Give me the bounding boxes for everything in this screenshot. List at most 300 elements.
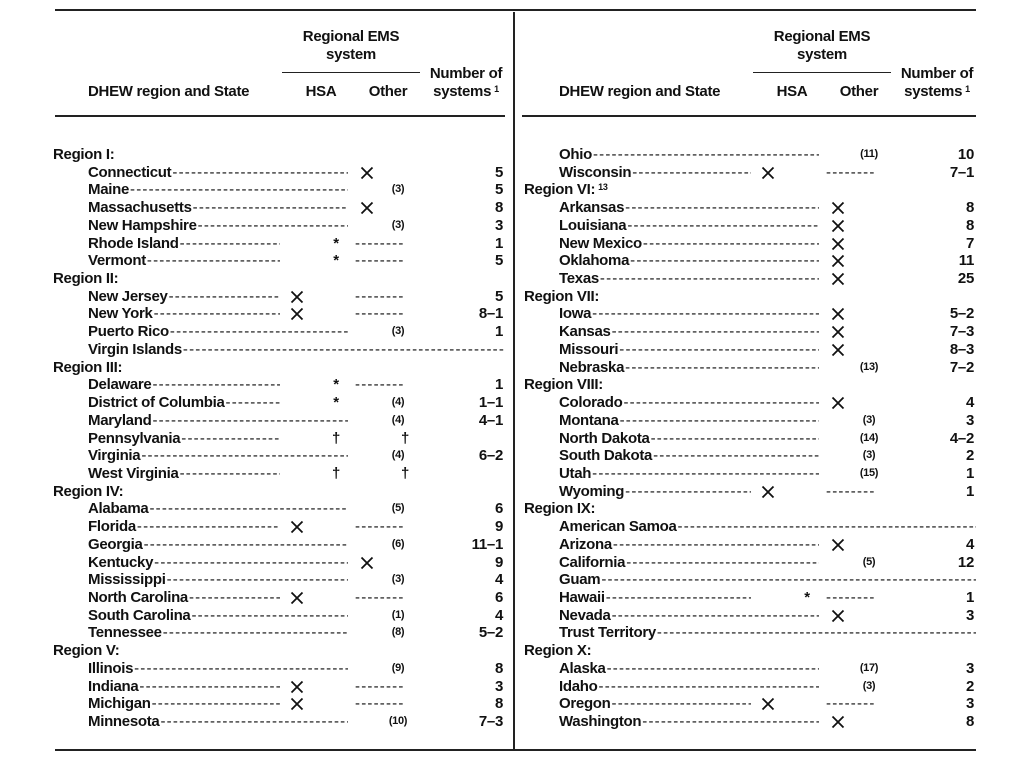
number-of-systems: 1 xyxy=(494,323,503,341)
table-row xyxy=(471,430,985,448)
other-footnote-ref: (13) xyxy=(859,360,879,373)
state-label: Oregon xyxy=(559,695,611,713)
table-row xyxy=(471,571,985,589)
table-row xyxy=(471,660,985,678)
table-row xyxy=(471,607,985,625)
state-name xyxy=(559,554,819,571)
state-name xyxy=(88,624,348,641)
number-of-systems: 8 xyxy=(965,216,974,234)
state-name xyxy=(88,660,348,677)
state-name xyxy=(88,430,280,447)
table-row xyxy=(471,554,985,572)
state-label: South Carolina xyxy=(88,606,191,624)
region-label: Region VII: xyxy=(524,287,600,305)
number-of-systems: 4 xyxy=(494,606,503,624)
state-label: Arizona xyxy=(559,535,612,553)
other-footnote-ref: (3) xyxy=(391,573,405,586)
hsa-asterisk-mark: * xyxy=(333,376,339,394)
state-name xyxy=(559,518,976,535)
number-of-systems: 25 xyxy=(957,270,974,288)
region-label: Region IV: xyxy=(53,482,124,500)
col-hsa-header-left: HSA xyxy=(305,83,337,100)
state-name xyxy=(559,217,819,234)
state-label: Alabama xyxy=(88,500,149,518)
state-label: Wyoming xyxy=(559,482,625,500)
table-row xyxy=(471,678,985,696)
state-name xyxy=(88,465,280,482)
col-other-header-right: Other xyxy=(839,83,879,100)
state-label: South Dakota xyxy=(559,447,653,465)
number-of-systems: 3 xyxy=(965,411,974,429)
table-row xyxy=(471,536,985,554)
number-of-systems: 8–3 xyxy=(949,340,974,358)
region-row xyxy=(471,376,985,394)
region-heading xyxy=(53,270,118,287)
col-region-header-right: DHEW region and State xyxy=(559,83,721,100)
state-label: Guam xyxy=(559,571,601,589)
state-name xyxy=(88,589,280,606)
other-footnote-ref: (8) xyxy=(391,626,405,639)
other-footnote-ref: (15) xyxy=(859,466,879,479)
number-of-systems: 5–2 xyxy=(478,624,503,642)
state-label: Nebraska xyxy=(559,358,625,376)
regional-ems-heading-sub-left: system xyxy=(326,46,376,63)
state-label: Delaware xyxy=(88,376,152,394)
state-label: West Virginia xyxy=(88,464,179,482)
number-of-systems: 4 xyxy=(965,394,974,412)
table-row xyxy=(0,217,514,235)
state-name xyxy=(559,589,751,606)
table-row xyxy=(0,235,514,253)
region-heading xyxy=(524,181,608,198)
footnote-ref: 13 xyxy=(598,182,608,193)
number-of-systems: 7 xyxy=(965,234,974,252)
number-of-systems: 5 xyxy=(494,252,503,270)
state-name xyxy=(88,164,348,181)
region-label: Region VIII: xyxy=(524,376,603,394)
number-of-systems: 8–1 xyxy=(478,305,503,323)
number-of-systems: 4–1 xyxy=(478,411,503,429)
table-row xyxy=(0,678,514,696)
other-footnote-ref: (4) xyxy=(391,413,405,426)
state-name xyxy=(559,713,819,730)
other-none-dashes: -------- xyxy=(355,589,405,606)
other-footnote-ref: (3) xyxy=(391,325,405,338)
state-label: Massachusetts xyxy=(88,199,192,217)
state-name xyxy=(88,235,280,252)
other-footnote-ref: (6) xyxy=(391,537,405,550)
state-name xyxy=(88,341,505,358)
state-label: Puerto Rico xyxy=(88,323,169,341)
table-row xyxy=(0,412,514,430)
state-name xyxy=(88,500,348,517)
state-name xyxy=(559,678,819,695)
state-label: California xyxy=(559,553,626,571)
table-row xyxy=(0,607,514,625)
table-row xyxy=(471,164,985,182)
state-name xyxy=(88,199,348,216)
table-row xyxy=(471,341,985,359)
state-label: North Dakota xyxy=(559,429,650,447)
state-name xyxy=(559,607,819,624)
other-footnote-ref: (4) xyxy=(391,449,405,462)
table-row xyxy=(0,713,514,731)
state-name xyxy=(559,394,819,411)
table-row xyxy=(471,270,985,288)
region-label: Region IX: xyxy=(524,500,596,518)
number-of-systems: 5 xyxy=(494,163,503,181)
other-footnote-ref: (3) xyxy=(862,679,876,692)
number-of-systems: 1 xyxy=(965,482,974,500)
number-of-systems: 9 xyxy=(494,553,503,571)
region-heading xyxy=(524,288,599,305)
table-row xyxy=(471,483,985,501)
hsa-asterisk-mark: * xyxy=(804,589,810,606)
state-label: New Hampshire xyxy=(88,216,197,234)
state-name xyxy=(88,323,348,340)
number-of-systems: 11–1 xyxy=(471,535,503,553)
number-of-systems: 6 xyxy=(494,500,503,518)
other-none-dashes: -------- xyxy=(355,234,405,252)
state-name xyxy=(88,518,280,535)
table-row xyxy=(0,164,514,182)
other-none-dashes: -------- xyxy=(355,287,405,305)
other-none-dashes: -------- xyxy=(355,518,405,536)
regional-ems-heading-left: Regional EMS xyxy=(302,28,400,45)
state-label: Indiana xyxy=(88,677,139,695)
col-number-header-right: Number of xyxy=(900,65,974,82)
number-of-systems: 1 xyxy=(965,589,974,606)
table-row xyxy=(471,695,985,713)
state-label: Maine xyxy=(88,181,130,199)
state-name xyxy=(559,252,819,269)
table-row xyxy=(0,571,514,589)
number-of-systems: 3 xyxy=(494,677,503,695)
other-x-mark-icon xyxy=(831,713,845,733)
other-none-dashes: -------- xyxy=(355,376,405,394)
number-of-systems: 5 xyxy=(494,287,503,305)
table-row xyxy=(471,217,985,235)
state-name xyxy=(88,288,280,305)
other-none-dashes: -------- xyxy=(826,163,876,181)
table-row xyxy=(0,430,514,448)
region-label: Region I: xyxy=(53,146,115,163)
region-label: Region II: xyxy=(53,270,119,288)
hsa-dagger-mark: † xyxy=(331,429,341,447)
state-name xyxy=(88,376,280,393)
table-row xyxy=(471,412,985,430)
number-of-systems: 5 xyxy=(494,181,503,199)
region-heading xyxy=(524,642,591,659)
state-name xyxy=(88,181,348,198)
table-row xyxy=(471,305,985,323)
table-row xyxy=(0,536,514,554)
region-label: Region V: xyxy=(53,642,120,660)
state-label: Colorado xyxy=(559,394,623,412)
state-label: Tennessee xyxy=(88,624,162,642)
number-of-systems: 7–3 xyxy=(949,323,974,341)
other-none-dashes: -------- xyxy=(826,589,876,606)
col-hsa-header-right: HSA xyxy=(776,83,808,100)
table-row xyxy=(0,660,514,678)
state-name xyxy=(559,305,819,322)
other-footnote-ref: (9) xyxy=(391,661,405,674)
number-of-systems: 11 xyxy=(958,252,974,270)
table-row xyxy=(0,695,514,713)
state-name xyxy=(88,607,348,624)
state-name xyxy=(88,571,348,588)
other-none-dashes: -------- xyxy=(826,695,876,713)
other-none-dashes: -------- xyxy=(355,695,405,713)
table-row xyxy=(471,394,985,412)
other-none-dashes: -------- xyxy=(826,482,876,500)
state-label: Louisiana xyxy=(559,216,627,234)
state-label: Iowa xyxy=(559,305,592,323)
state-label: Kentucky xyxy=(88,553,154,571)
number-of-systems: 7–3 xyxy=(478,713,503,731)
footnote-ref: 1 xyxy=(965,84,970,94)
number-of-systems: 4 xyxy=(965,535,974,553)
table-row xyxy=(0,252,514,270)
state-name xyxy=(88,252,280,269)
table-row xyxy=(471,235,985,253)
state-name xyxy=(88,305,280,322)
number-of-systems: 2 xyxy=(965,447,974,465)
other-footnote-ref: (5) xyxy=(862,555,876,568)
col-other-header-left: Other xyxy=(368,83,408,100)
table-row xyxy=(0,624,514,642)
table-row xyxy=(471,252,985,270)
table-row xyxy=(0,394,514,412)
other-footnote-ref: (5) xyxy=(391,502,405,515)
table-row xyxy=(471,323,985,341)
state-label: Washington xyxy=(559,713,642,731)
state-name xyxy=(88,678,280,695)
state-label: Kansas xyxy=(559,323,611,341)
number-of-systems: 12 xyxy=(957,553,974,571)
hsa-asterisk-mark: * xyxy=(333,252,339,270)
table-row xyxy=(471,713,985,731)
region-row xyxy=(0,270,514,288)
state-label: New Mexico xyxy=(559,234,642,252)
table-row xyxy=(471,624,985,642)
table-row xyxy=(0,323,514,341)
other-dagger-mark: † xyxy=(400,464,410,482)
table-row xyxy=(471,199,985,217)
hsa-dagger-mark: † xyxy=(331,464,341,482)
other-dagger-mark: † xyxy=(400,429,410,447)
number-of-systems: 4 xyxy=(494,571,503,589)
state-label: Idaho xyxy=(559,677,598,695)
state-name xyxy=(559,146,819,163)
state-label: Minnesota xyxy=(88,713,160,731)
number-of-systems: 1–1 xyxy=(478,394,503,412)
region-heading xyxy=(524,500,595,517)
state-name xyxy=(559,359,819,376)
table-row xyxy=(0,305,514,323)
other-footnote-ref: (1) xyxy=(391,608,405,621)
state-name xyxy=(559,447,819,464)
table-row xyxy=(0,376,514,394)
table-row xyxy=(0,447,514,465)
state-name xyxy=(559,571,976,588)
state-name xyxy=(559,660,819,677)
state-label: Maryland xyxy=(88,411,152,429)
state-name xyxy=(559,695,751,712)
col-number-header-left: Number of xyxy=(429,65,503,82)
state-label: Illinois xyxy=(88,659,134,677)
number-of-systems: 10 xyxy=(957,146,974,163)
other-none-dashes: -------- xyxy=(355,677,405,695)
state-name xyxy=(559,465,819,482)
state-label: Montana xyxy=(559,411,619,429)
table-row xyxy=(0,500,514,518)
region-heading xyxy=(53,359,122,376)
table-row xyxy=(471,589,985,607)
state-label: Oklahoma xyxy=(559,252,630,270)
region-label: Region X: xyxy=(524,642,592,660)
number-of-systems: 2 xyxy=(965,677,974,695)
state-name xyxy=(559,341,819,358)
col-number-label: systems xyxy=(433,83,492,100)
table-right-half xyxy=(471,0,985,765)
region-row xyxy=(471,181,985,199)
other-none-dashes: -------- xyxy=(355,252,405,270)
state-label: Trust Territory xyxy=(559,624,656,642)
number-of-systems: 7–1 xyxy=(949,163,974,181)
region-label: Region VI: xyxy=(524,181,596,199)
state-label: Pennsylvania xyxy=(88,429,181,447)
region-row xyxy=(471,288,985,306)
region-row xyxy=(471,642,985,660)
number-of-systems: 9 xyxy=(494,518,503,536)
table-row xyxy=(0,288,514,306)
table-row xyxy=(471,518,985,536)
other-footnote-ref: (17) xyxy=(859,661,879,674)
state-label: Missouri xyxy=(559,340,619,358)
col-number-label: systems xyxy=(904,83,963,100)
number-of-systems: 8 xyxy=(494,659,503,677)
number-of-systems: 3 xyxy=(494,216,503,234)
table-row xyxy=(0,465,514,483)
col-region-header-left: DHEW region and State xyxy=(88,83,250,100)
region-row xyxy=(0,483,514,501)
number-of-systems: 1 xyxy=(494,234,503,252)
region-row xyxy=(0,642,514,660)
state-name xyxy=(88,447,348,464)
number-of-systems: 6–2 xyxy=(478,447,503,465)
state-label: Vermont xyxy=(88,252,146,270)
number-of-systems: 3 xyxy=(965,606,974,624)
number-of-systems: 3 xyxy=(965,695,974,713)
region-heading xyxy=(524,376,603,393)
other-footnote-ref: (3) xyxy=(391,183,405,196)
table-row xyxy=(0,199,514,217)
other-footnote-ref: (14) xyxy=(859,431,879,444)
state-name xyxy=(559,270,819,287)
state-label: Rhode Island xyxy=(88,234,179,252)
table-row xyxy=(0,341,514,359)
state-label: Georgia xyxy=(88,535,143,553)
state-label: Hawaii xyxy=(559,589,605,606)
state-name xyxy=(559,624,976,641)
number-of-systems: 8 xyxy=(494,199,503,217)
number-of-systems: 4–2 xyxy=(949,429,974,447)
state-name xyxy=(88,713,348,730)
state-name xyxy=(88,536,348,553)
region-label: Region III: xyxy=(53,358,123,376)
state-label: Connecticut xyxy=(88,163,172,181)
state-label: Utah xyxy=(559,464,592,482)
table-row xyxy=(0,181,514,199)
hsa-asterisk-mark: * xyxy=(333,394,339,412)
state-label: New York xyxy=(88,305,153,323)
table-row xyxy=(471,146,985,164)
table-row xyxy=(471,465,985,483)
other-none-dashes: -------- xyxy=(355,305,405,323)
other-footnote-ref: (3) xyxy=(862,413,876,426)
state-label: Virginia xyxy=(88,447,141,465)
other-footnote-ref: (4) xyxy=(391,396,405,409)
state-label: Nevada xyxy=(559,606,611,624)
state-label: Florida xyxy=(88,518,136,536)
state-name xyxy=(88,394,280,411)
state-label: Arkansas xyxy=(559,199,625,217)
region-heading xyxy=(53,146,114,163)
region-row xyxy=(0,146,514,164)
number-of-systems: 7–2 xyxy=(949,358,974,376)
number-of-systems: 6 xyxy=(494,589,503,606)
other-footnote-ref: (11) xyxy=(860,148,878,160)
number-of-systems: 3 xyxy=(965,659,974,677)
state-name xyxy=(559,430,819,447)
state-label: Texas xyxy=(559,270,599,288)
region-heading xyxy=(53,642,119,659)
state-name xyxy=(559,412,819,429)
other-footnote-ref: (3) xyxy=(391,218,405,231)
number-of-systems: 1 xyxy=(494,376,503,394)
state-label: Michigan xyxy=(88,695,151,713)
state-name xyxy=(559,323,819,340)
state-label: New Jersey xyxy=(88,287,168,305)
state-label: American Samoa xyxy=(559,518,677,536)
state-name xyxy=(88,412,348,429)
other-footnote-ref: (10) xyxy=(388,715,408,728)
number-of-systems: 8 xyxy=(965,713,974,731)
number-of-systems: 5–2 xyxy=(949,305,974,323)
number-of-systems: 8 xyxy=(494,695,503,713)
state-label: District of Columbia xyxy=(88,394,225,412)
state-name xyxy=(88,695,280,712)
state-label: Alaska xyxy=(559,659,606,677)
table-row xyxy=(0,518,514,536)
regional-ems-heading-sub-right: system xyxy=(797,46,847,63)
state-name xyxy=(559,235,819,252)
other-footnote-ref: (3) xyxy=(862,449,876,462)
state-label: Wisconsin xyxy=(559,163,632,181)
state-label: Ohio xyxy=(559,146,592,163)
state-name xyxy=(559,164,751,181)
regional-ems-heading-right: Regional EMS xyxy=(773,28,871,45)
table-row xyxy=(471,447,985,465)
state-name xyxy=(88,554,348,571)
state-label: Virgin Islands xyxy=(88,340,182,358)
hsa-asterisk-mark: * xyxy=(333,234,339,252)
number-of-systems: 1 xyxy=(965,464,974,482)
region-row xyxy=(0,359,514,377)
state-label: Mississippi xyxy=(88,571,166,589)
table-row xyxy=(471,359,985,377)
